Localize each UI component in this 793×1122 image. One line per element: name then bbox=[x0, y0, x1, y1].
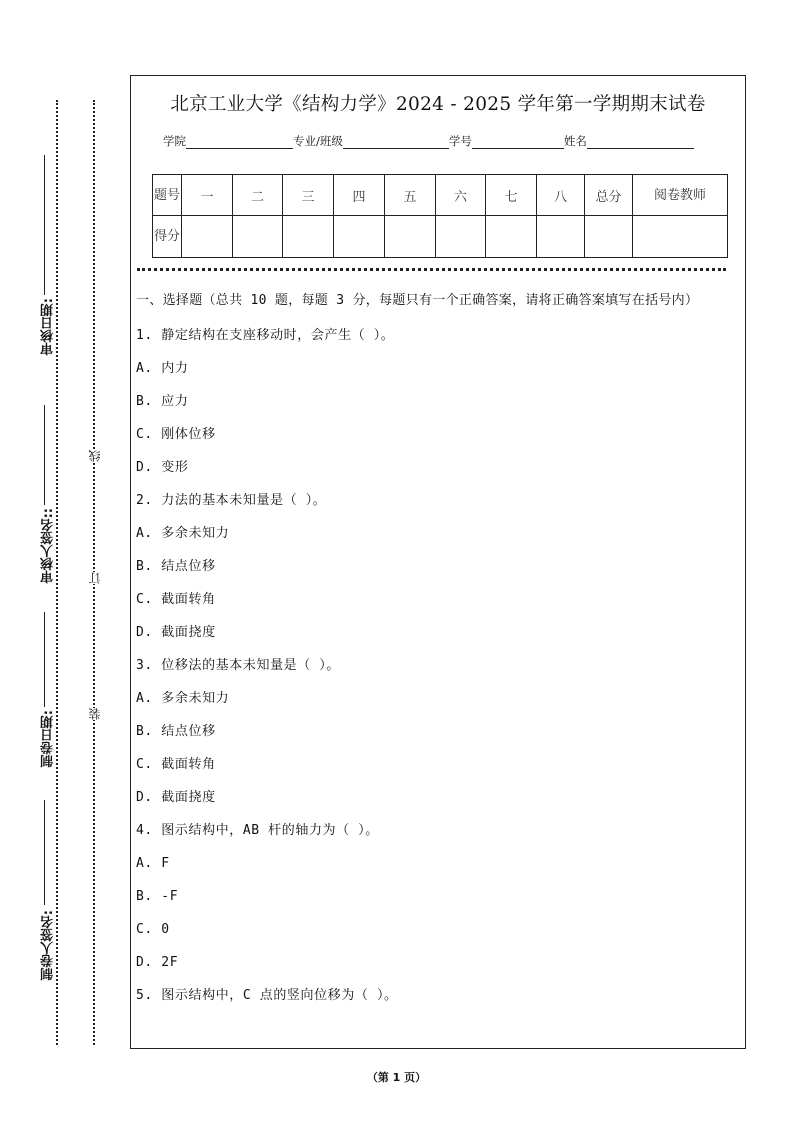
grader-label: 阅卷教师 bbox=[633, 175, 728, 216]
student-id-field[interactable] bbox=[472, 135, 564, 149]
option-c: C. 截面转角 bbox=[136, 757, 216, 772]
question-stem: 5. 图示结构中，C 点的竖向位移为（ ）。 bbox=[136, 988, 398, 1003]
student-info-row bbox=[163, 133, 694, 149]
option-d: D. 变形 bbox=[136, 460, 189, 475]
option-b: B. 结点位移 bbox=[136, 724, 216, 739]
score-cell[interactable] bbox=[182, 216, 233, 258]
student-id-label: 学号 bbox=[448, 134, 472, 148]
binding-char-staple: 订 bbox=[88, 572, 102, 584]
review-date-line bbox=[44, 155, 45, 295]
option-a: A. 多余未知力 bbox=[136, 526, 230, 541]
score-table bbox=[152, 174, 728, 258]
col-6: 六 bbox=[436, 175, 486, 216]
exam-frame bbox=[130, 75, 746, 1049]
question-stem: 3. 位移法的基本未知量是（ ）。 bbox=[136, 658, 341, 673]
question-stem: 1. 静定结构在支座移动时，会产生（ ）。 bbox=[136, 328, 395, 343]
score-table-score-row bbox=[153, 216, 728, 258]
score-cell[interactable] bbox=[436, 216, 486, 258]
option-b: B. -F bbox=[136, 889, 179, 904]
score-table-header-row bbox=[153, 175, 728, 216]
col-3: 三 bbox=[283, 175, 334, 216]
dotted-separator bbox=[137, 268, 726, 271]
paper-date-line bbox=[44, 612, 45, 707]
col-8: 八 bbox=[537, 175, 585, 216]
col-7: 七 bbox=[486, 175, 537, 216]
option-d: D. 截面挠度 bbox=[136, 790, 216, 805]
name-label: 姓名 bbox=[563, 134, 587, 148]
binding-char-bind: 装 bbox=[88, 708, 102, 720]
major-field[interactable] bbox=[343, 135, 449, 149]
question-5 bbox=[136, 979, 736, 1012]
grader-cell[interactable] bbox=[633, 216, 728, 258]
option-a: A. 内力 bbox=[136, 361, 189, 376]
major-label: 专业/班级 bbox=[293, 134, 343, 148]
col-5: 五 bbox=[385, 175, 436, 216]
score-cell[interactable] bbox=[283, 216, 334, 258]
score-cell[interactable] bbox=[233, 216, 283, 258]
option-a: A. F bbox=[136, 856, 170, 871]
reviewer-signature-line bbox=[44, 405, 45, 505]
score-cell[interactable] bbox=[537, 216, 585, 258]
section-heading: 一、选择题（总共 10 题，每题 3 分，每题只有一个正确答案，请将正确答案填写在括号内） bbox=[136, 293, 699, 308]
paper-date-label: 制卷日期: bbox=[41, 710, 56, 768]
option-d: D. 截面挠度 bbox=[136, 625, 216, 640]
exam-title: 北京工业大学《结构力学》2024 - 2025 学年第一学期期末试卷 bbox=[170, 94, 706, 115]
college-label: 学院 bbox=[163, 134, 186, 148]
option-c: C. 刚体位移 bbox=[136, 427, 216, 442]
option-a: A. 多余未知力 bbox=[136, 691, 230, 706]
option-c: C. 0 bbox=[136, 922, 170, 937]
option-d: D. 2F bbox=[136, 955, 179, 970]
name-field[interactable] bbox=[587, 135, 694, 149]
paper-signature-label: 制卷人签名: bbox=[41, 910, 56, 981]
option-b: B. 结点位移 bbox=[136, 559, 216, 574]
binding-char-line: 线 bbox=[88, 450, 102, 462]
score-cell[interactable] bbox=[334, 216, 385, 258]
col-2: 二 bbox=[233, 175, 283, 216]
paper-signature-line bbox=[44, 800, 45, 905]
college-field[interactable] bbox=[186, 135, 293, 149]
col-1: 一 bbox=[182, 175, 233, 216]
question-2 bbox=[136, 484, 736, 649]
question-stem: 2. 力法的基本未知量是（ ）。 bbox=[136, 493, 327, 508]
question-3 bbox=[136, 649, 736, 814]
question-1 bbox=[136, 319, 736, 484]
question-section bbox=[136, 290, 736, 1012]
score-cell[interactable] bbox=[385, 216, 436, 258]
reviewer-signature-label: 审核人签名:: bbox=[41, 508, 56, 584]
option-c: C. 截面转角 bbox=[136, 592, 216, 607]
score-cell[interactable] bbox=[486, 216, 537, 258]
page-number: （第 1 页） bbox=[366, 1071, 427, 1084]
col-4: 四 bbox=[334, 175, 385, 216]
question-4 bbox=[136, 814, 736, 979]
question-stem: 4. 图示结构中，AB 杆的轴力为（ ）。 bbox=[136, 823, 379, 838]
option-b: B. 应力 bbox=[136, 394, 189, 409]
score-label: 得分 bbox=[153, 216, 182, 258]
question-number-label: 题号 bbox=[153, 175, 182, 216]
review-date-label: 审核日期: bbox=[41, 298, 56, 356]
score-cell-total[interactable] bbox=[585, 216, 633, 258]
col-total: 总分 bbox=[585, 175, 633, 216]
